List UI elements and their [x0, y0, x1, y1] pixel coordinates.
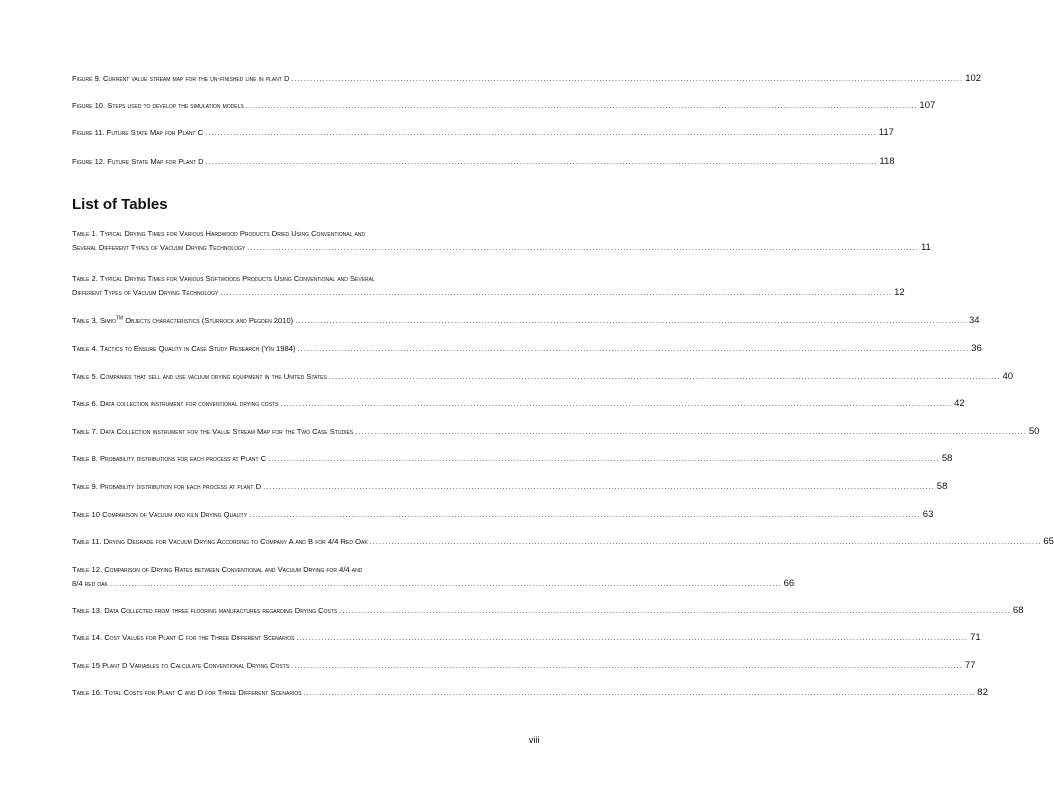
page-number: 58	[936, 481, 948, 492]
page-number: 82	[977, 687, 988, 698]
page-number: 68	[1012, 605, 1024, 616]
figure-entry[interactable]: Figure 11. Future State Map for Plant C ..... 117	[72, 126, 540, 140]
leader-dots	[292, 72, 964, 86]
trademark-mark: TM	[115, 315, 124, 322]
table-entry[interactable]: Table 10 Comparison of Vacuum and kiln Drying Quality ..... 63	[72, 508, 540, 522]
leader-dots	[206, 155, 878, 169]
leader-dots	[291, 659, 963, 673]
page-number: 12	[894, 287, 905, 298]
page-number: 66	[783, 578, 795, 589]
leader-dots	[297, 342, 969, 356]
page-number: 34	[968, 315, 980, 326]
leader-dots	[304, 686, 976, 700]
leader-dots	[205, 126, 877, 140]
leader-dots	[247, 241, 919, 255]
leader-dots	[110, 577, 782, 591]
page-folio: viii	[529, 735, 540, 745]
list-of-tables-heading: List of Tables	[72, 196, 168, 213]
leader-dots	[246, 99, 918, 113]
leader-dots	[370, 535, 1042, 549]
leader-dots	[280, 397, 952, 411]
table-entry[interactable]: Table 12. Comparison of Drying Rates between Conventional and Vacuum Drying for 4/4 and 8/4 red oak ..... 66	[72, 563, 540, 591]
page-number: 77	[964, 660, 976, 671]
table-entry[interactable]: Table 4. Tactics to Ensure Quality in Case Study Research (Yin 1984) ..... 36	[72, 342, 540, 356]
table-entry[interactable]: Table 5. Companies that sell and use vacuum drying equipment in the United States ..... 40	[72, 370, 540, 384]
table-entry[interactable]: Table 8. Probability distributions for each process at Plant C ..... 58	[72, 452, 540, 466]
page-number: 71	[970, 632, 981, 643]
table-entry[interactable]: Table 7. Data Collection instrument for the Value Stream Map for the Two Case Studies ..... 50	[72, 425, 540, 439]
table-entry[interactable]: Table 9. Probability distribution for each process at plant D ..... 58	[72, 480, 540, 494]
figure-entry[interactable]: Figure 12. Future State Map for Plant D ..... 118	[72, 155, 540, 169]
table-entry[interactable]: Table 15 Plant D Variables to Calculate Conventional Drying Costs ..... 77	[72, 659, 540, 673]
page-number: 102	[965, 73, 982, 84]
leader-dots	[249, 508, 921, 522]
page-number: 40	[1002, 371, 1014, 382]
page-number: 50	[1028, 426, 1040, 437]
leader-dots	[296, 631, 968, 645]
leader-dots	[268, 452, 940, 466]
page-number: 118	[879, 156, 895, 167]
table-entry[interactable]: Table 3. Simio™ Objects characteristics (Sturrock and Pegden 2010) ..... 34	[72, 314, 540, 328]
leader-dots	[355, 425, 1027, 439]
table-entry[interactable]: Table 16. Total Costs for Plant C and D for Three Different Scenarios ..... 82	[72, 686, 540, 700]
leader-dots	[329, 370, 1001, 384]
page-number: 117	[878, 127, 894, 138]
page-number: 65	[1043, 536, 1054, 547]
leader-dots	[220, 286, 892, 300]
table-entry[interactable]: Table 14. Cost Values for Plant C for the Three Different Scenarios ..... 71	[72, 631, 540, 645]
figure-entry[interactable]: Figure 9. Current value stream map for the un-finished line in plant D ..... 102	[72, 72, 540, 86]
figure-entry[interactable]: Figure 10. Steps used to develop the simulation models ..... 107	[72, 99, 540, 113]
page-number: 11	[920, 242, 931, 253]
page-number: 36	[971, 343, 982, 354]
table-entry[interactable]: Table 1. Typical Drying Times for Various Hardwood Products Dried Using Conventional and Several Different Types of Vacuum Drying Technology ..... 11	[72, 227, 540, 255]
table-entry[interactable]: Table 13. Data Collected from three flooring manufactures regarding Drying Costs ..... 68	[72, 604, 540, 618]
table-entry[interactable]: Table 2. Typical Drying Times for Various Softwoods Products Using Conventional and Several Different Types of Vacuum Drying Technology ..... 12	[72, 272, 540, 300]
table-entry[interactable]: Table 6. Data collection instrument for conventional drying costs ..... 42	[72, 397, 540, 411]
page-number: 63	[922, 509, 934, 520]
leader-dots	[263, 480, 935, 494]
table-entry[interactable]: Table 11. Drying Degrade for Vacuum Drying According to Company A and B for 4/4 Red Oak ..... 65	[72, 535, 540, 549]
leader-dots	[339, 604, 1011, 618]
leader-dots	[295, 314, 967, 328]
toc-page	[72, 0, 1054, 792]
page-number: 107	[919, 100, 936, 111]
page-number: 42	[954, 398, 965, 409]
page-number: 58	[941, 453, 953, 464]
